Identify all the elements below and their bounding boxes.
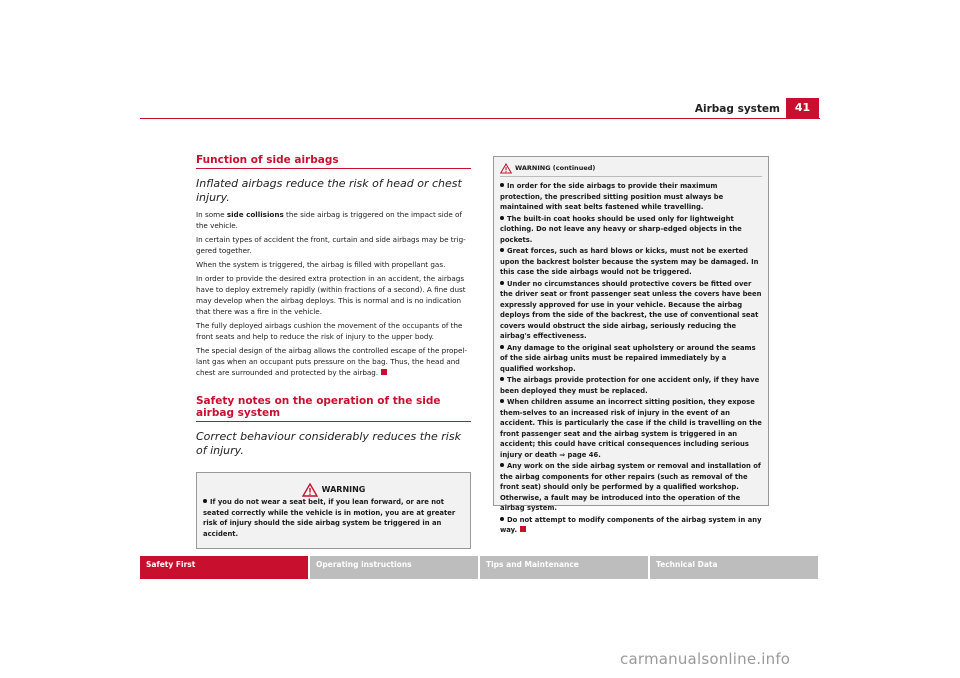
bullet-dot-icon bbox=[500, 377, 504, 381]
bullet-dot-icon bbox=[203, 499, 207, 503]
warning-bullet bbox=[500, 461, 762, 514]
paragraph-3: When the system is triggered, the airbag is filled with propellant gas. bbox=[196, 260, 446, 269]
bullet-dot-icon bbox=[500, 216, 504, 220]
warning-bullet bbox=[203, 497, 464, 539]
warning-continued-box bbox=[493, 156, 769, 534]
warning-bullet bbox=[500, 397, 762, 460]
bullet-dot-icon bbox=[500, 281, 504, 285]
paragraph-1: In some side collisions the side airbag is triggered on the impact side of the vehicle. bbox=[196, 210, 462, 230]
paragraph-4: In order to provide the desired extra protection in an accident, the airbags have to deploy extremely rapidly (within fractions of a second). A fine dust may develop when the airbag deploys. This is normal and is no indication that there was a fire in the vehicle. bbox=[196, 274, 466, 316]
warning-bullet-text: When children assume an incorrect sitting position, they expose them-selves to an increased risk of injury in the event of an accident. This is particularly the case if the child is travelling on the front passenger seat and the airbag system is triggered in an accident; this could have critical consequences including serious injury or death ⇒ page 46. bbox=[500, 398, 762, 459]
bullet-dot-icon bbox=[500, 248, 504, 252]
warning-bullet bbox=[500, 214, 762, 246]
section-end-mark-icon bbox=[381, 369, 387, 375]
warning-bullet bbox=[500, 279, 762, 342]
warning-bullet-text: If you do not wear a seat belt, if you lean forward, or are not seated correctly while the vehicle is in motion, you are at greater risk of injury should the side airbag system be triggered in an accident. bbox=[203, 498, 456, 538]
warning-continued-label: WARNING (continued) bbox=[515, 164, 596, 172]
warning-bullet-text: The built-in coat hooks should be used only for lightweight clothing. Do not leave any heavy or sharp-edged objects in the pockets. bbox=[500, 214, 742, 244]
page-number: 41 bbox=[786, 98, 819, 118]
tab-safety-first[interactable]: Safety First bbox=[140, 556, 308, 579]
warning-bullet bbox=[500, 375, 762, 396]
section-title-function: Function of side airbags bbox=[196, 154, 471, 169]
warning-bullet-text: The airbags provide protection for one accident only, if they have been deployed they must be replaced. bbox=[500, 376, 760, 395]
bullet-dot-icon bbox=[500, 183, 504, 187]
warning-triangle-icon bbox=[302, 483, 318, 497]
warning-continued-list bbox=[500, 181, 762, 536]
left-column bbox=[196, 154, 471, 549]
warning-bullet bbox=[500, 515, 762, 536]
header-rule bbox=[140, 118, 820, 119]
warning-box bbox=[196, 472, 471, 549]
bullet-dot-icon bbox=[500, 399, 504, 403]
warning-bullet bbox=[500, 343, 762, 375]
warning-list bbox=[203, 497, 464, 539]
tab-tips-and-maintenance[interactable]: Tips and Maintenance bbox=[480, 556, 648, 579]
section-end-mark-icon bbox=[520, 526, 526, 532]
bullet-dot-icon bbox=[500, 345, 504, 349]
warning-label: WARNING bbox=[321, 485, 366, 494]
bullet-dot-icon bbox=[500, 517, 504, 521]
bullet-dot-icon bbox=[500, 463, 504, 467]
section-subtitle-safety-notes: Correct behaviour considerably reduces the risk of injury. bbox=[196, 430, 461, 457]
paragraph-2: In certain types of accident the front, curtain and side airbags may be trig-gered together. bbox=[196, 235, 466, 255]
warning-bullet-text: Any damage to the original seat upholstery or around the seams of the side airbag units must be repaired immediately by a qualified workshop. bbox=[500, 343, 756, 373]
warning-triangle-icon bbox=[500, 163, 512, 174]
warning-bullet-text: Great forces, such as hard blows or kicks, must not be exerted upon the backrest bolster because the system may be damaged. In this case the side airbags would not be triggered. bbox=[500, 247, 759, 276]
warning-bullet-text: Under no circumstances should protective covers be fitted over the driver seat or front passenger seat unless the covers have been expressly approved for use in your vehicle. Because the airbag deploys from the side of the backrest, the use of conventional seat covers would obstruct the side airbag, seriously reducing the airbag's effectiveness. bbox=[500, 279, 762, 340]
tab-operating-instructions[interactable]: Operating instructions bbox=[310, 556, 478, 579]
warning-bullet bbox=[500, 246, 762, 278]
watermark: carmanualsonline.info bbox=[620, 650, 791, 668]
warning-continued-header bbox=[500, 161, 762, 177]
paragraph-5: The fully deployed airbags cushion the movement of the occupants of the front seats and help to reduce the risk of injury to the upper body. bbox=[196, 321, 463, 341]
paragraph-6: The special design of the airbag allows the controlled escape of the propel-lant gas when an occupant puts pressure on the bag. Thus, the head and chest are surrounded and protected by the airbag. bbox=[196, 346, 467, 377]
warning-bullet-text: Any work on the side airbag system or removal and installation of the airbag components for other repairs (such as removal of the front seat) should only be performed by a qualified workshop. Otherwise, a fault may be introduced into the operation of the airbag system. bbox=[500, 462, 761, 512]
section-subtitle-function: Inflated airbags reduce the risk of head or chest injury. bbox=[196, 177, 462, 204]
warning-bullet bbox=[500, 181, 762, 213]
running-header-title: Airbag system bbox=[694, 103, 780, 115]
tab-technical-data[interactable]: Technical Data bbox=[650, 556, 818, 579]
warning-bullet-text: Do not attempt to modify components of the airbag system in any way. bbox=[500, 515, 762, 534]
warning-bullet-text: In order for the side airbags to provide their maximum protection, the prescribed sitting position must always be maintained with seat belts fastened while travelling. bbox=[500, 182, 724, 211]
section-title-safety-notes: Safety notes on the operation of the side airbag system bbox=[196, 395, 471, 422]
warning-header bbox=[203, 479, 464, 497]
footer-tabs bbox=[140, 556, 820, 579]
